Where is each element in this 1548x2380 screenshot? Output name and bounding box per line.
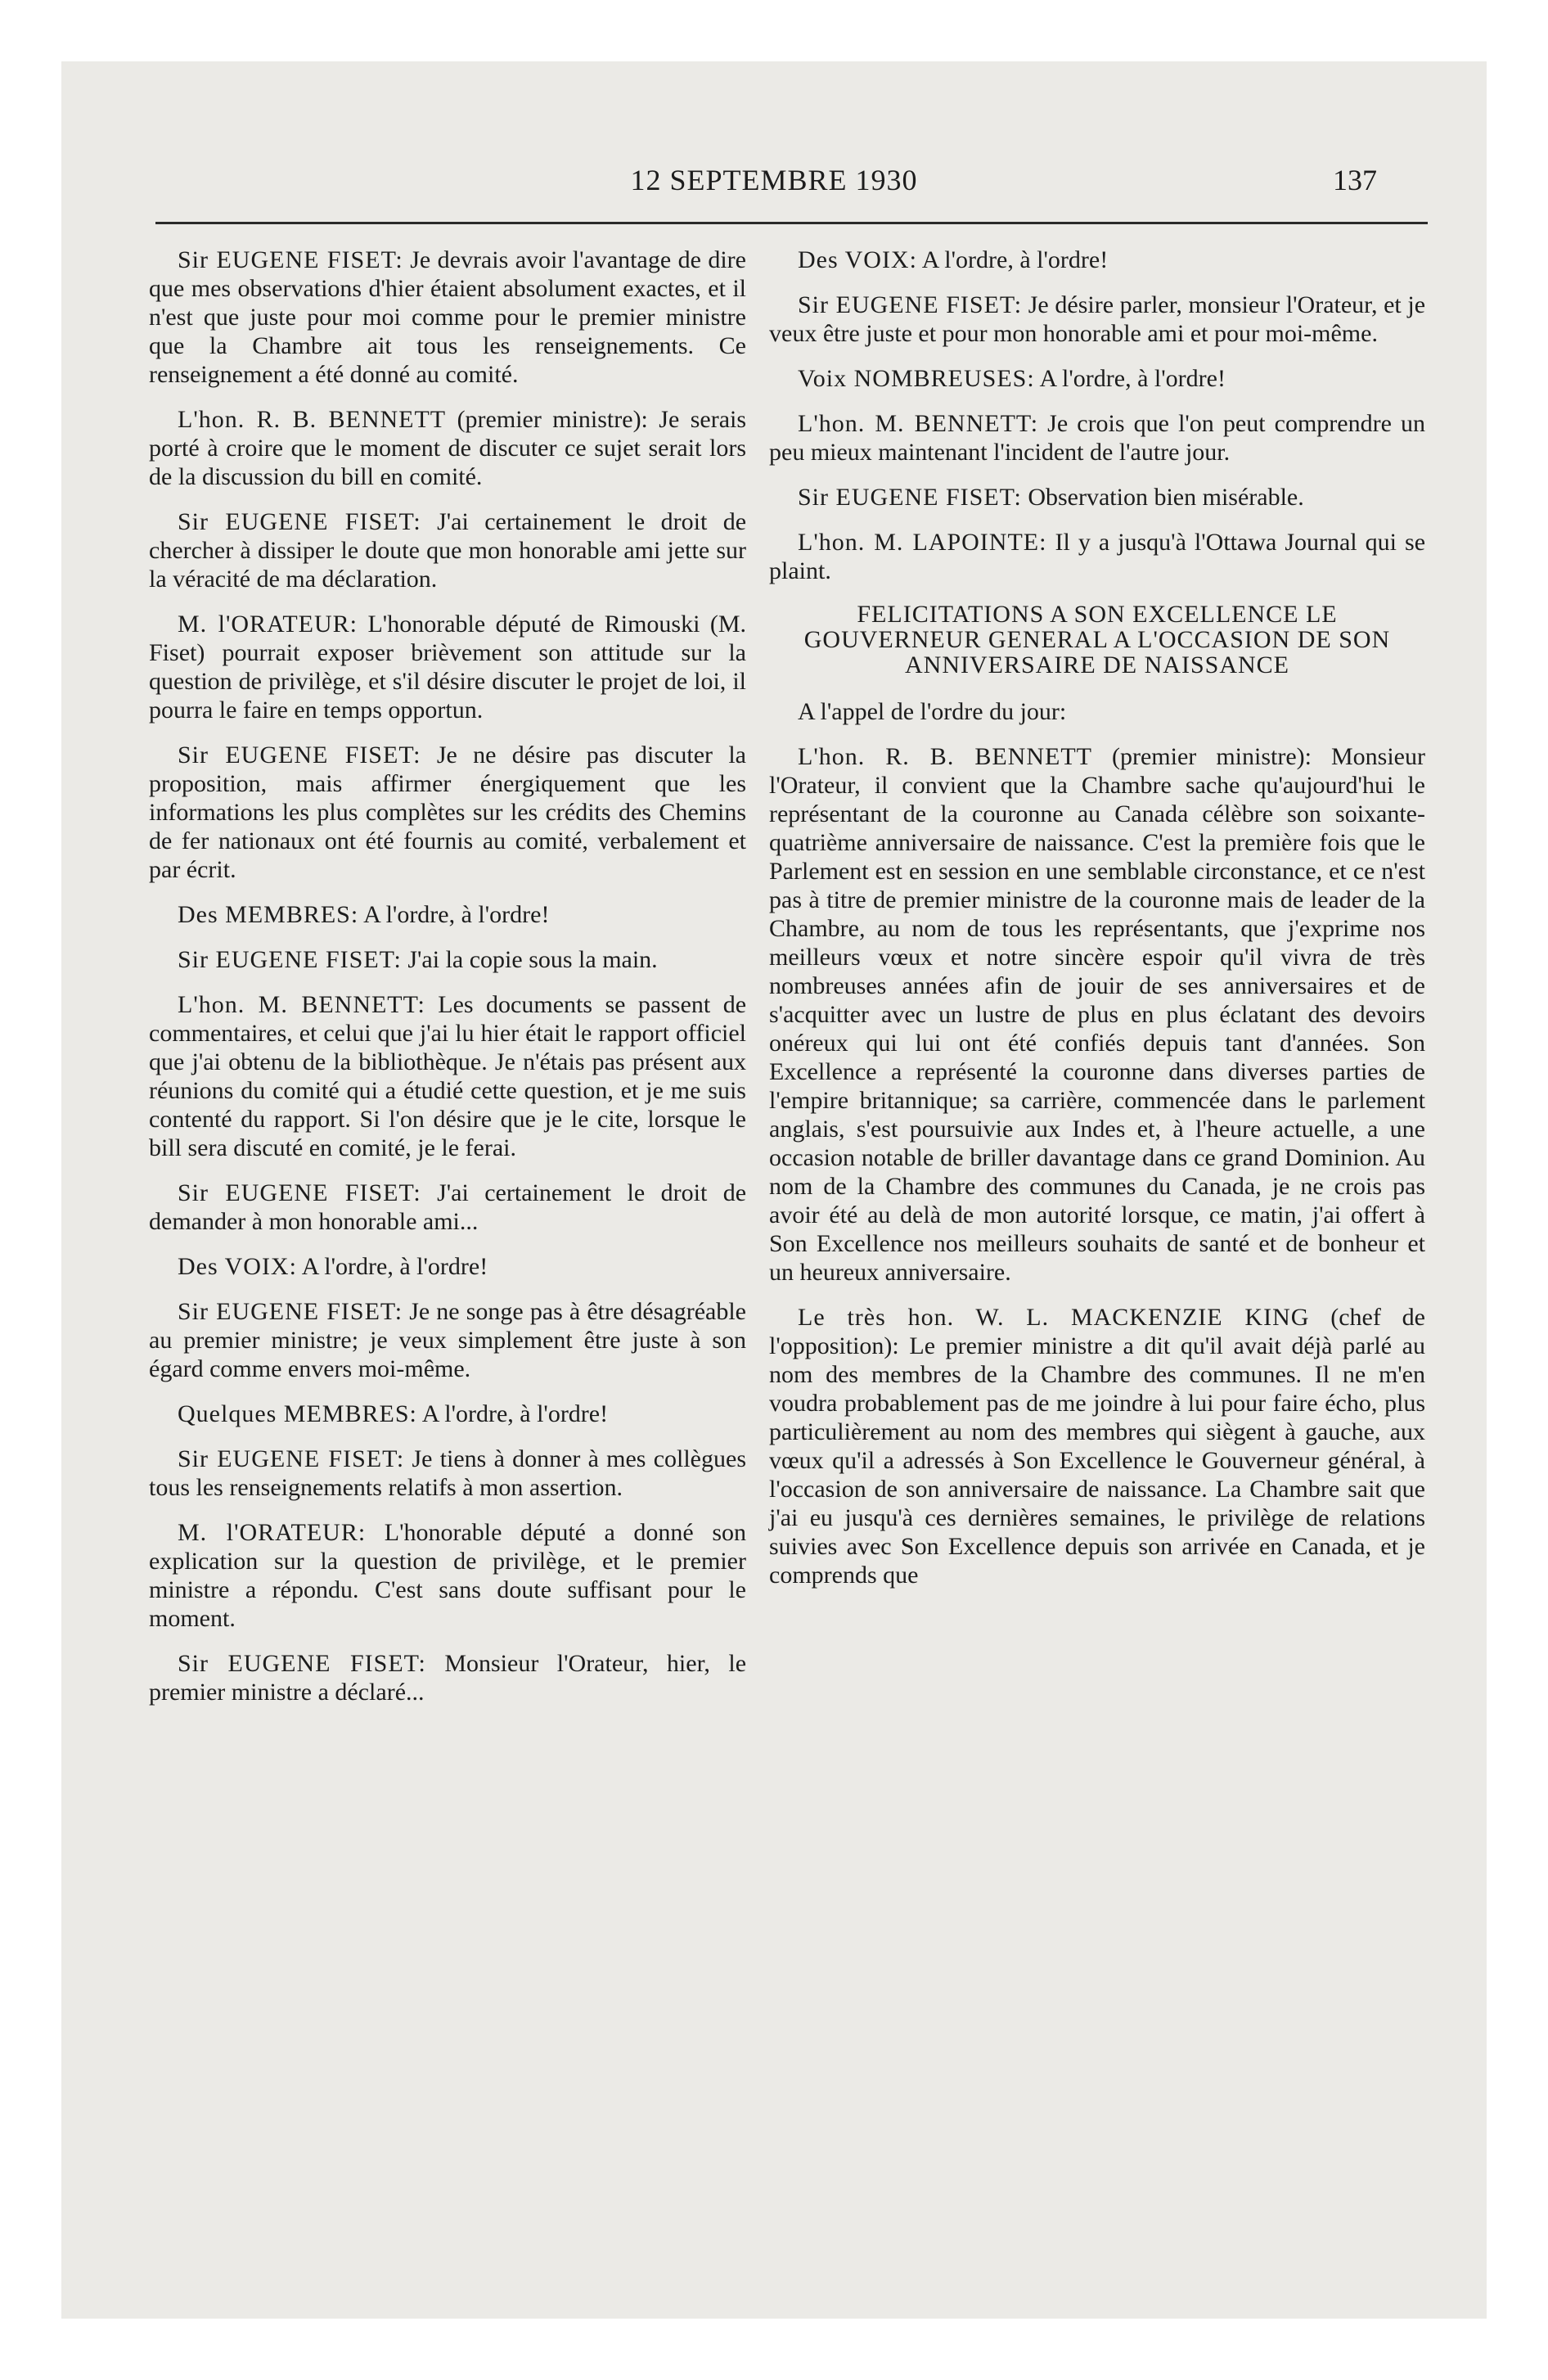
speech-text: Il y a jusqu'à l'Ottawa Journal qui se plaint. (769, 529, 1426, 584)
speech-text: Je devrais avoir l'avantage de dire que mes observations d'hier étaient absolument exactes, et il n'est que juste pour moi comme pour le premier ministre que la Chambre ait tous les renseignements. Ce renseignement a été donné au comité. (149, 246, 746, 388)
speech-text: (premier ministre): Monsieur l'Orateur, il convient que la Chambre sache qu'aujourd'hui le représentant de la couronne au Canada célèbre son soixante-quatrième anniversaire de naissance. C'est la première fois que le Parlement est en session en une semblable circonstance, et ce n'est pas à titre de premier ministre de la couronne mais de leader de la Chambre, au nom de tous les représentants, que j'exprime nos meilleurs vœux et notre sincère espoir qu'il vivra de très nombreuses années afin de jouir de ses anniversaires et de s'acquitter avec un lustre de plus en plus éclatant des devoirs onéreux qui lui ont été confiés depuis tant d'années. Son Excellence a représenté la couronne dans diverses parties de l'empire britannique; sa carrière, commencée dans le parlement anglais, s'est poursuivie aux Indes et, à l'heure actuelle, a une occasion notable de briller davantage dans ce grand Dominion. Au nom de la Chambre des communes du Canada, je ne crois pas avoir été au delà de mon autorité lorsque, ce matin, j'ai offert à Son Excellence nos meilleurs souhaits de santé et de bonheur et un heureux anniversaire. (769, 743, 1425, 1286)
speaker: Des VOIX: (178, 1253, 297, 1280)
speaker: Sir EUGENE FISET: (178, 1650, 426, 1677)
speaker: Sir EUGENE FISET: (178, 1179, 421, 1206)
speaker: L'hon. M. BENNETT: (178, 991, 425, 1018)
section-intro: A l'appel de l'ordre du jour: (798, 698, 1067, 725)
paragraph (149, 610, 746, 724)
paragraph (769, 1303, 1425, 1589)
speech-text: Je désire parler, monsieur l'Orateur, et je veux être juste et pour mon honorable ami et pour moi-même. (769, 291, 1426, 347)
speech-text: Je ne désire pas discuter la proposition, mais affirmer énergiquement que les informations les plus complètes sur les crédits des Chemins de fer nationaux ont été fournis au comité, verbalement et par écrit. (149, 741, 746, 883)
speech-text: A l'ordre, à l'ordre! (1039, 365, 1226, 392)
paragraph (769, 742, 1425, 1287)
speech-text: (premier ministre): Je serais porté à croire que le moment de discuter ce sujet serait lors de la discussion du bill en comité. (149, 406, 747, 490)
speaker: Sir EUGENE FISET: (178, 246, 403, 273)
speech-text: A l'ordre, à l'ordre! (363, 901, 550, 928)
speech-text: Les documents se passent de commentaires, et celui que j'ai lu hier était le rapport officiel que j'ai obtenu de la bibliothèque. Je n'étais pas présent aux réunions du comité qui a étudié cette question, et je me suis contenté du rapport. Si l'on désire que je le cite, lorsque le bill sera discuté en comité, je le ferai. (149, 991, 747, 1161)
speaker: Voix NOMBREUSES: (798, 365, 1035, 392)
paragraph (149, 1518, 746, 1633)
paragraph (149, 507, 746, 593)
speaker: Sir EUGENE FISET: (798, 291, 1023, 318)
speaker: Sir EUGENE FISET: (178, 741, 421, 769)
speaker: L'hon. R. B. BENNETT (798, 743, 1092, 770)
paragraph (149, 990, 746, 1162)
speaker: L'hon. R. B. BENNETT (178, 406, 447, 433)
left-column (149, 246, 746, 1723)
speech-text: A l'ordre, à l'ordre! (421, 1400, 609, 1427)
paragraph (149, 1445, 746, 1502)
speech-text: A l'ordre, à l'ordre! (301, 1253, 488, 1280)
paragraph (149, 1649, 746, 1706)
speech-text: Monsieur l'Orateur, hier, le premier ministre a déclaré... (149, 1650, 747, 1706)
speaker: M. l'ORATEUR: (178, 1519, 367, 1546)
speaker: L'hon. M. BENNETT: (798, 410, 1039, 437)
header-date: 12 SEPTEMBRE 1930 (630, 164, 918, 196)
page-number: 137 (1333, 164, 1377, 196)
paragraph (149, 1297, 746, 1383)
paragraph (769, 483, 1425, 512)
speech-text: Je crois que l'on peut comprendre un peu mieux maintenant l'incident de l'autre jour. (769, 410, 1425, 466)
speaker: L'hon. M. LAPOINTE: (798, 529, 1047, 556)
speaker: Sir EUGENE FISET: (178, 508, 421, 535)
header-rule (155, 222, 1428, 224)
speaker: Sir EUGENE FISET: (178, 1445, 405, 1472)
speaker: Sir EUGENE FISET: (798, 484, 1022, 511)
paragraph (769, 409, 1425, 467)
speaker: Quelques MEMBRES: (178, 1400, 417, 1427)
paragraph (149, 741, 746, 884)
speaker: Des VOIX: (798, 246, 917, 273)
speech-text: (chef de l'opposition): Le premier ministre a dit qu'il avait déjà parlé au nom des membres de la Chambre des communes. Il ne m'en voudra probablement pas de me joindre à lui pour faire écho, plus particulièrement au nom des membres qui siègent à gauche, aux vœux qu'il a adressés à Son Excellence le Gouverneur général, à l'occasion de son anniversaire de naissance. La Chambre sait que j'ai eu jusqu'à ces dernières semaines, le privilège de relations suivies avec Son Excellence depuis son arrivée en Canada, et je comprends que (769, 1304, 1425, 1589)
speaker: Sir EUGENE FISET: (178, 946, 402, 973)
paragraph (149, 1179, 746, 1236)
paragraph (149, 1252, 746, 1281)
paragraph (769, 246, 1425, 274)
paragraph (149, 246, 746, 389)
speech-text: Observation bien misérable. (1028, 484, 1304, 511)
paragraph (149, 1400, 746, 1428)
paragraph (769, 364, 1425, 393)
speaker: Des MEMBRES: (178, 901, 359, 928)
paragraph (149, 900, 746, 929)
speech-text: J'ai certainement le droit de chercher à dissiper le doute que mon honorable ami jette sur la véracité de ma déclaration. (149, 508, 747, 593)
speech-text: Je ne songe pas à être désagréable au premier ministre; je veux simplement être juste à son égard comme envers moi-même. (149, 1298, 746, 1382)
right-column (769, 246, 1425, 1606)
paragraph (149, 405, 746, 491)
paragraph (149, 945, 746, 974)
speech-text: A l'ordre, à l'ordre! (921, 246, 1109, 273)
speech-text: Je tiens à donner à mes collègues tous les renseignements relatifs à mon assertion. (149, 1445, 746, 1501)
speech-text: J'ai la copie sous la main. (407, 946, 658, 973)
speaker: Sir EUGENE FISET: (178, 1298, 403, 1325)
speech-text: L'honorable député de Rimouski (M. Fiset) pourrait exposer brièvement son attitude sur la question de privilège, et s'il désire discuter le projet de loi, il pourra le faire en temps opportun. (149, 611, 747, 723)
speech-text: L'honorable député a donné son explication sur la question de privilège, et le premier ministre a répondu. C'est sans doute suffisant pour le moment. (149, 1519, 746, 1632)
speaker: Le très hon. W. L. MACKENZIE KING (798, 1304, 1310, 1331)
speech-text: J'ai certainement le droit de demander à mon honorable ami... (149, 1179, 747, 1235)
scanned-page (61, 61, 1487, 2319)
page-header (61, 158, 1487, 207)
speaker: M. l'ORATEUR: (178, 611, 358, 638)
paragraph (769, 291, 1425, 348)
section-heading: FELICITATIONS A SON EXCELLENCE LE GOUVERNEUR GENERAL A L'OCCASION DE SON ANNIVERSAIRE DE NAISSANCE (803, 601, 1391, 678)
paragraph (769, 528, 1425, 585)
